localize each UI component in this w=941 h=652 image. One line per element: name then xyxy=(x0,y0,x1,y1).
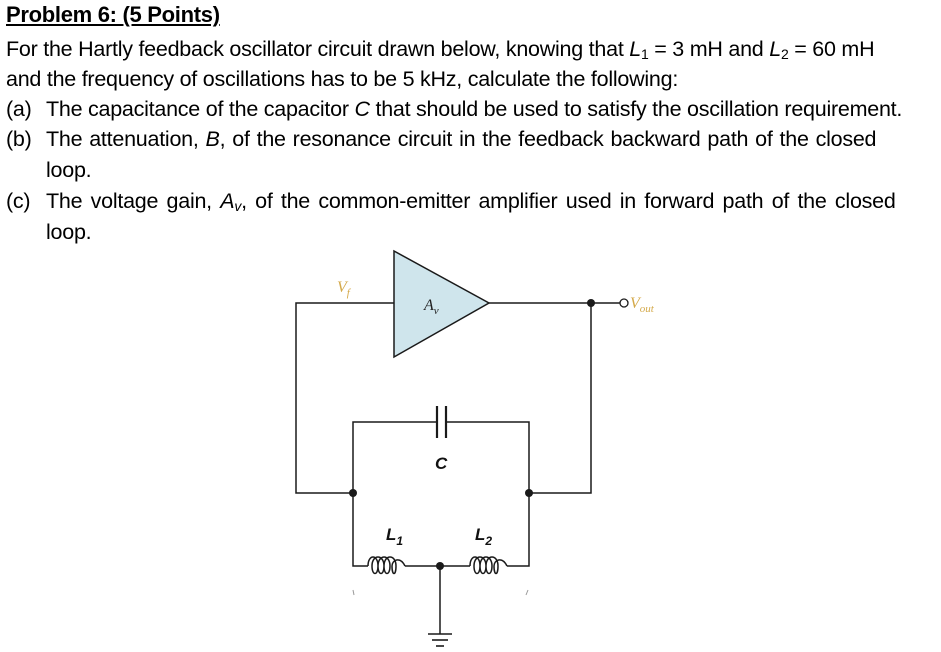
wire-inductor-right xyxy=(507,493,529,566)
junction-dot-left xyxy=(349,489,357,497)
capacitor-label: C xyxy=(435,454,448,473)
vout-label: $V_{out}$ xyxy=(630,295,654,315)
wire-output-return xyxy=(529,303,591,493)
wire-input xyxy=(296,303,394,493)
junction-dot-right xyxy=(525,489,533,497)
inductor-l2-label: $L_2$ xyxy=(475,525,493,548)
vf-label: $V_f$ xyxy=(337,279,350,299)
junction-dot-output xyxy=(587,299,595,307)
intro-line-1: For the Hartly feedback oscillator circuit drawn below, knowing that $L_1 = 3$ mH and $L_2 = 60$ mH xyxy=(6,37,875,62)
junction-dot-center xyxy=(436,562,444,570)
amp-gain-label: $A_v$ xyxy=(424,297,439,317)
amplifier-triangle xyxy=(394,251,489,357)
inductor-l1-symbol xyxy=(368,557,405,574)
ground-icon xyxy=(428,634,452,646)
inductor-l2-symbol xyxy=(470,557,507,574)
output-terminal xyxy=(620,299,628,307)
problem-heading: Problem 6: (5 Points) xyxy=(6,2,220,27)
capacitor-symbol xyxy=(437,406,446,438)
intro-line-2: and the frequency of oscillations has to be 5 kHz, calculate the following: xyxy=(6,67,679,91)
wire-inductor-left xyxy=(353,493,368,566)
inductor-l1-label: $L_1$ xyxy=(386,525,404,548)
